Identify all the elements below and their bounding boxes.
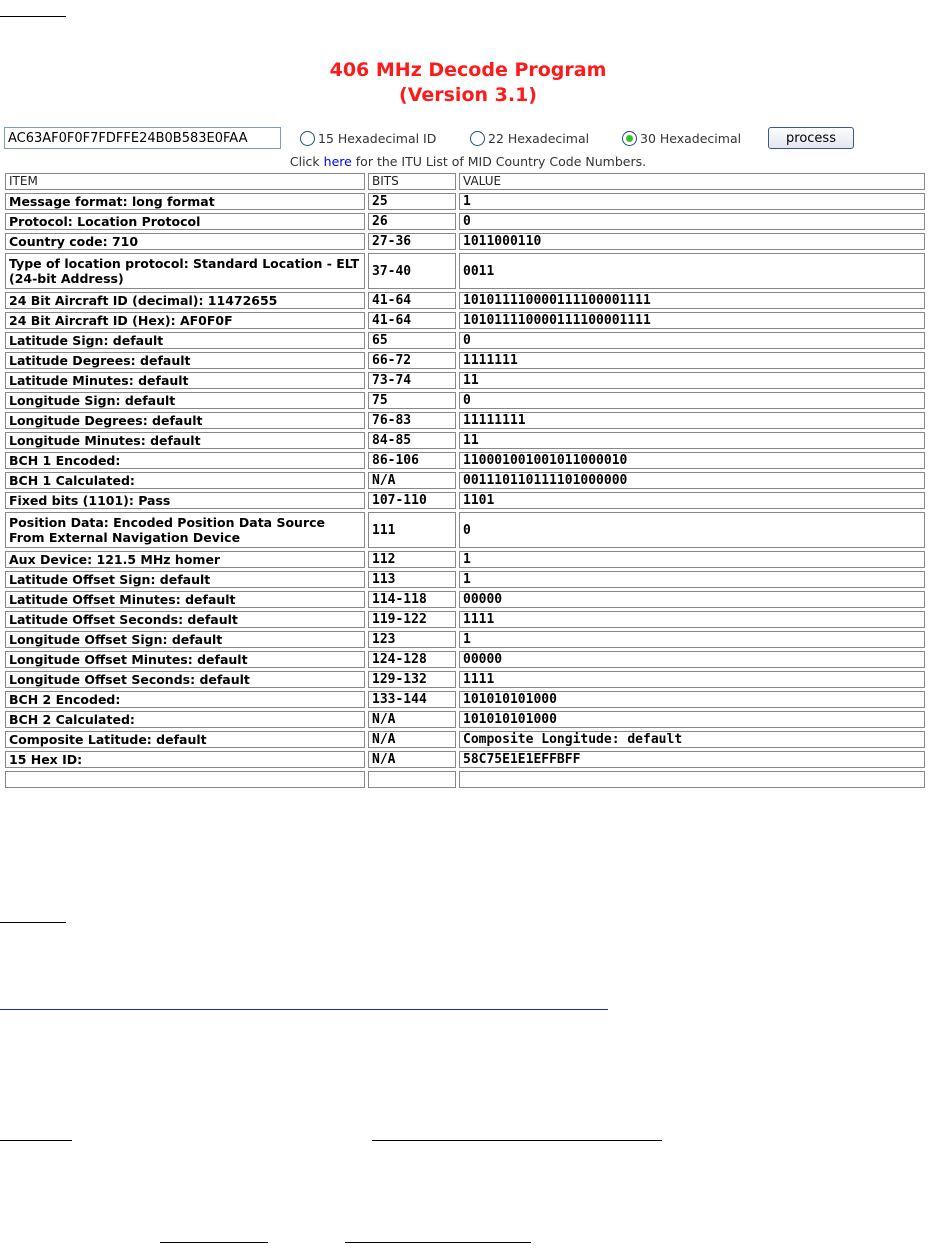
- title-line-2: (Version 3.1): [399, 84, 537, 106]
- cell-item: Type of location protocol: Standard Location - ELT (24-bit Address): [5, 253, 365, 289]
- cell-value: 11111111: [459, 412, 925, 429]
- cell-bits: 129-132: [368, 671, 456, 688]
- table-row: [5, 193, 925, 210]
- page-title: [0, 58, 936, 108]
- cell-value: 00000: [459, 651, 925, 668]
- table-row: [5, 452, 925, 469]
- cell-value: 0: [459, 213, 925, 230]
- decode-controls: [4, 125, 932, 153]
- table-row: [5, 751, 925, 768]
- doc-underline-top: [0, 16, 66, 17]
- cell-item: Fixed bits (1101): Pass: [5, 492, 365, 509]
- table-row: [5, 711, 925, 728]
- table-row: [5, 771, 925, 788]
- cell-item: Country code: 710: [5, 233, 365, 250]
- table-row: [5, 611, 925, 628]
- cell-item: Latitude Minutes: default: [5, 372, 365, 389]
- itu-prefix: Click: [289, 154, 324, 169]
- table-row: [5, 253, 925, 289]
- title-line-1: 406 MHz Decode Program: [329, 59, 607, 81]
- table-row: [5, 372, 925, 389]
- header-item: ITEM: [5, 173, 365, 190]
- cell-bits: 112: [368, 551, 456, 568]
- cell-bits: 107-110: [368, 492, 456, 509]
- cell-item: Latitude Offset Sign: default: [5, 571, 365, 588]
- cell-item: 24 Bit Aircraft ID (Hex): AF0F0F: [5, 312, 365, 329]
- cell-bits: 124-128: [368, 651, 456, 668]
- cell-value: 11: [459, 432, 925, 449]
- cell-bits: 75: [368, 392, 456, 409]
- doc-underline-mid: [0, 922, 66, 923]
- table-row: [5, 392, 925, 409]
- table-row: [5, 551, 925, 568]
- table-row: [5, 432, 925, 449]
- cell-value: 1: [459, 631, 925, 648]
- table-row: [5, 492, 925, 509]
- cell-bits: 133-144: [368, 691, 456, 708]
- cell-bits: N/A: [368, 751, 456, 768]
- radio-30-hex-label: 30 Hexadecimal: [640, 130, 742, 146]
- radio-22-hex[interactable]: [470, 128, 589, 148]
- cell-item: 24 Bit Aircraft ID (decimal): 11472655: [5, 292, 365, 309]
- cell-bits: 65: [368, 332, 456, 349]
- doc-underline-left: [0, 1140, 72, 1141]
- cell-item: Longitude Degrees: default: [5, 412, 365, 429]
- cell-item: BCH 1 Calculated:: [5, 472, 365, 489]
- table-row: [5, 213, 925, 230]
- cell-value: 1: [459, 551, 925, 568]
- cell-bits: 25: [368, 193, 456, 210]
- cell-item: Latitude Degrees: default: [5, 352, 365, 369]
- cell-value: 1: [459, 571, 925, 588]
- cell-value: [459, 771, 925, 788]
- cell-value: 001110110111101000000: [459, 472, 925, 489]
- table-header-row: [5, 173, 925, 190]
- cell-item: BCH 2 Calculated:: [5, 711, 365, 728]
- cell-bits: 41-64: [368, 292, 456, 309]
- table-row: [5, 631, 925, 648]
- cell-item: Longitude Minutes: default: [5, 432, 365, 449]
- cell-bits: 76-83: [368, 412, 456, 429]
- cell-value: 1111: [459, 671, 925, 688]
- cell-bits: 26: [368, 213, 456, 230]
- cell-value: 00000: [459, 591, 925, 608]
- decode-results-table: [5, 171, 925, 816]
- header-bits: BITS: [368, 173, 456, 190]
- cell-value: Composite Longitude: default: [459, 731, 925, 748]
- cell-bits: N/A: [368, 711, 456, 728]
- table-row: [5, 233, 925, 250]
- cell-bits: [368, 771, 456, 788]
- cell-bits: 66-72: [368, 352, 456, 369]
- table-row: [5, 412, 925, 429]
- cell-value: 101011110000111100001111: [459, 312, 925, 329]
- cell-item: BCH 1 Encoded:: [5, 452, 365, 469]
- radio-30-hex-circle[interactable]: [622, 131, 637, 146]
- cell-item: Longitude Offset Minutes: default: [5, 651, 365, 668]
- cell-value: 1011000110: [459, 233, 925, 250]
- doc-underline-bottom-b: [345, 1242, 531, 1243]
- table-row: [5, 472, 925, 489]
- cell-item: Aux Device: 121.5 MHz homer: [5, 551, 365, 568]
- itu-suffix: for the ITU List of MID Country Code Numbers.: [351, 154, 647, 169]
- cell-item: BCH 2 Encoded:: [5, 691, 365, 708]
- table-row: [5, 352, 925, 369]
- cell-bits: 123: [368, 631, 456, 648]
- cell-value: 101011110000111100001111: [459, 292, 925, 309]
- radio-15-hex-label: 15 Hexadecimal ID: [318, 130, 437, 146]
- table-row: [5, 651, 925, 668]
- cell-value: 110001001001011000010: [459, 452, 925, 469]
- cell-item: Latitude Offset Minutes: default: [5, 591, 365, 608]
- table-row: [5, 571, 925, 588]
- cell-value: 101010101000: [459, 691, 925, 708]
- table-row: [5, 591, 925, 608]
- table-row: [5, 671, 925, 688]
- cell-bits: 27-36: [368, 233, 456, 250]
- cell-bits: 114-118: [368, 591, 456, 608]
- table-row: [5, 312, 925, 329]
- table-row: [5, 292, 925, 309]
- cell-value: 1111: [459, 611, 925, 628]
- cell-value: 0: [459, 512, 925, 548]
- cell-bits: 73-74: [368, 372, 456, 389]
- cell-item: Latitude Sign: default: [5, 332, 365, 349]
- cell-value: 0011: [459, 253, 925, 289]
- itu-info-line: [0, 154, 936, 170]
- cell-value: 1111111: [459, 352, 925, 369]
- cell-value: 58C75E1E1EFFBFF: [459, 751, 925, 768]
- cell-item: Protocol: Location Protocol: [5, 213, 365, 230]
- cell-bits: 37-40: [368, 253, 456, 289]
- radio-30-hex[interactable]: [622, 128, 741, 148]
- cell-item: Message format: long format: [5, 193, 365, 210]
- doc-underline-right: [372, 1140, 662, 1141]
- cell-bits: 41-64: [368, 312, 456, 329]
- cell-item: 15 Hex ID:: [5, 751, 365, 768]
- cell-value: 11: [459, 372, 925, 389]
- radio-22-hex-circle[interactable]: [470, 131, 485, 146]
- cell-bits: 113: [368, 571, 456, 588]
- cell-value: 1101: [459, 492, 925, 509]
- cell-value: 0: [459, 332, 925, 349]
- table-row: [5, 691, 925, 708]
- cell-value: 1: [459, 193, 925, 210]
- radio-15-hex-circle[interactable]: [300, 131, 315, 146]
- cell-value: 0: [459, 392, 925, 409]
- decode-table: [5, 171, 925, 791]
- cell-value: 101010101000: [459, 711, 925, 728]
- cell-bits: 84-85: [368, 432, 456, 449]
- cell-item: Position Data: Encoded Position Data Source From External Navigation Device: [5, 512, 365, 548]
- table-row: [5, 512, 925, 548]
- hex-id-input[interactable]: [4, 127, 281, 149]
- radio-15-hex[interactable]: [300, 128, 436, 148]
- header-value: VALUE: [459, 173, 925, 190]
- cell-item: Longitude Offset Seconds: default: [5, 671, 365, 688]
- table-row: [5, 731, 925, 748]
- cell-bits: 111: [368, 512, 456, 548]
- table-row: [5, 332, 925, 349]
- cell-item: Longitude Offset Sign: default: [5, 631, 365, 648]
- process-button[interactable]: process: [768, 127, 854, 149]
- itu-list-link[interactable]: here: [323, 154, 352, 169]
- cell-item: Longitude Sign: default: [5, 392, 365, 409]
- cell-bits: 119-122: [368, 611, 456, 628]
- doc-underline-bottom-a: [160, 1242, 268, 1243]
- radio-22-hex-label: 22 Hexadecimal: [488, 130, 590, 146]
- cell-bits: 86-106: [368, 452, 456, 469]
- doc-link-underline[interactable]: [0, 1009, 608, 1010]
- cell-item: Composite Latitude: default: [5, 731, 365, 748]
- cell-bits: N/A: [368, 472, 456, 489]
- cell-item: Latitude Offset Seconds: default: [5, 611, 365, 628]
- cell-item: [5, 771, 365, 788]
- cell-bits: N/A: [368, 731, 456, 748]
